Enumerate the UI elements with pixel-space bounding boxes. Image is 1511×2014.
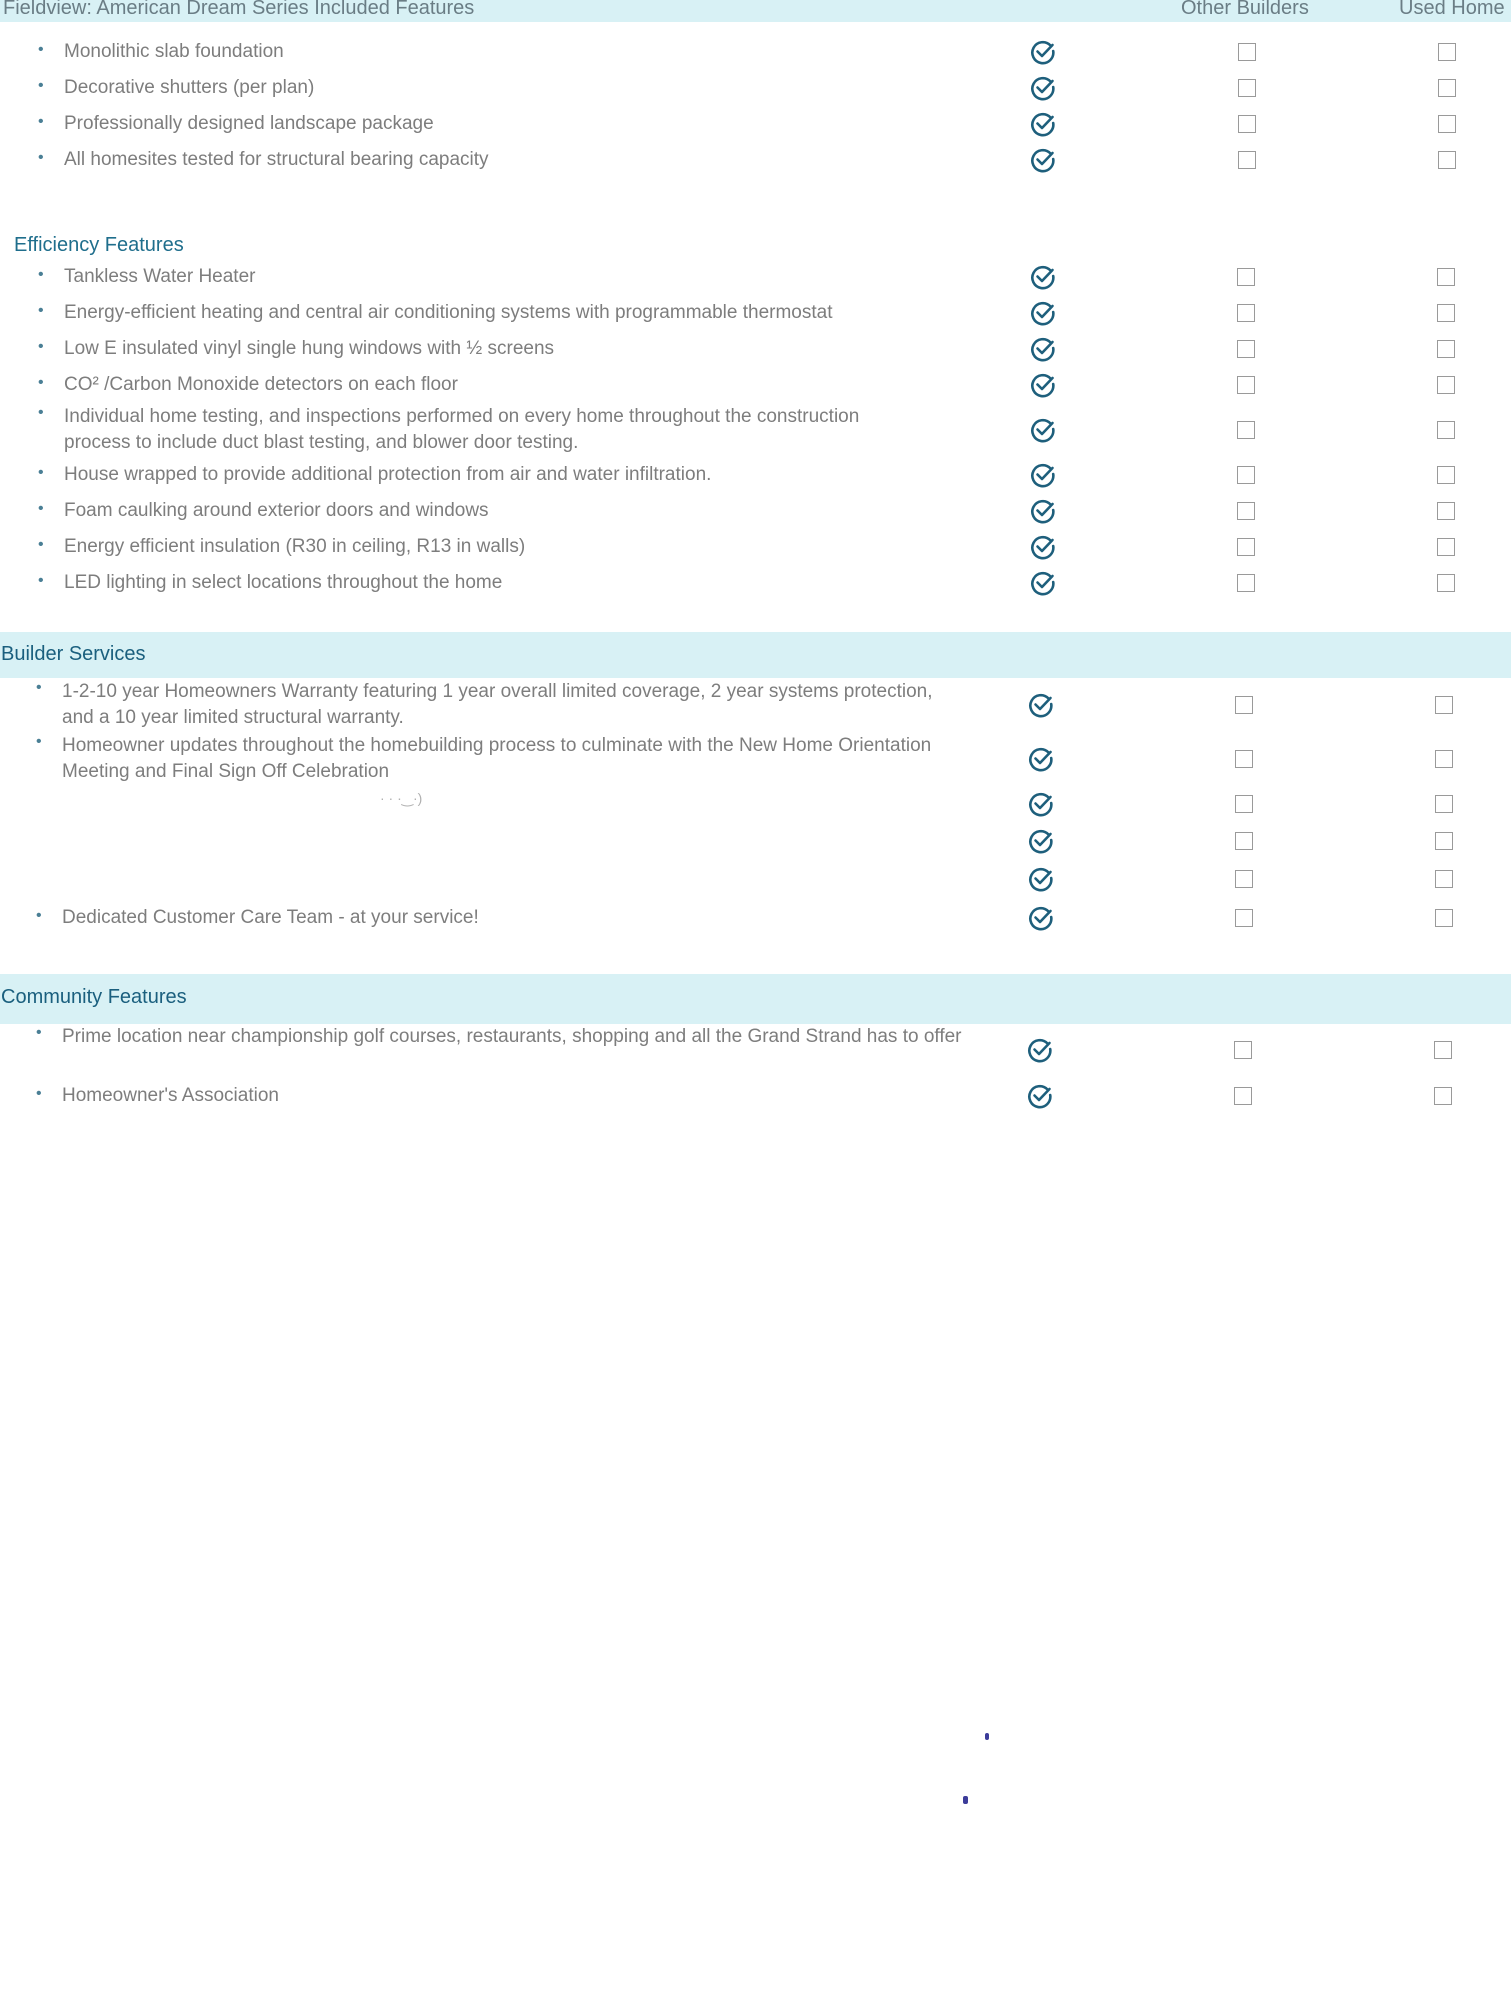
check-circle-icon [1030, 498, 1056, 524]
other-builders-checkbox[interactable] [1235, 870, 1253, 888]
bullet: • [38, 302, 44, 319]
used-home-checkbox[interactable] [1437, 304, 1455, 322]
used-home-checkbox[interactable] [1438, 151, 1456, 169]
feature-text: Energy-efficient heating and central air conditioning systems with programmable thermostat [64, 302, 833, 323]
bullet: • [38, 113, 44, 130]
used-home-checkbox[interactable] [1435, 750, 1453, 768]
used-home-checkbox[interactable] [1437, 268, 1455, 286]
bullet: • [36, 733, 42, 750]
other-builders-checkbox[interactable] [1237, 466, 1255, 484]
bullet: • [36, 679, 42, 696]
used-home-checkbox[interactable] [1434, 1041, 1452, 1059]
community-features-band [0, 974, 1511, 1024]
check-circle-icon [1028, 905, 1054, 931]
used-home-checkbox[interactable] [1437, 502, 1455, 520]
check-circle-icon [1028, 828, 1054, 854]
bullet: • [38, 536, 44, 553]
feature-text: 1-2-10 year Homeowners Warranty featuring 1 year overall limited coverage, 2 year systems protection, and a 10 year limited structural warranty. [62, 681, 933, 728]
used-home-checkbox[interactable] [1437, 376, 1455, 394]
bullet: • [38, 572, 44, 589]
feature-text: House wrapped to provide additional protection from air and water infiltration. [64, 464, 712, 485]
check-circle-icon [1028, 746, 1054, 772]
feature-text: Energy efficient insulation (R30 in ceiling, R13 in walls) [64, 536, 526, 557]
other-builders-checkbox[interactable] [1237, 502, 1255, 520]
scan-speck [963, 1796, 968, 1804]
check-circle-icon [1027, 1083, 1053, 1109]
used-home-checkbox[interactable] [1435, 795, 1453, 813]
other-builders-checkbox[interactable] [1235, 795, 1253, 813]
used-home-checkbox[interactable] [1435, 909, 1453, 927]
check-circle-icon [1030, 417, 1056, 443]
feature-text: Homeowner updates throughout the homebuilding process to culminate with the New Home Orientation Meeting and Final Sign Off Celebration [62, 735, 932, 782]
other-builders-checkbox[interactable] [1237, 304, 1255, 322]
section-title-community: Community Features [1, 986, 187, 1008]
other-builders-checkbox[interactable] [1235, 750, 1253, 768]
check-circle-icon [1030, 111, 1056, 137]
used-home-checkbox[interactable] [1438, 79, 1456, 97]
used-home-checkbox[interactable] [1437, 574, 1455, 592]
check-circle-icon [1030, 264, 1056, 290]
check-circle-icon [1030, 336, 1056, 362]
feature-text: Individual home testing, and inspections performed on every home throughout the construction process to include duct blast testing, and blower door testing. [64, 406, 860, 453]
scan-mark: · · ·‿·) [380, 790, 423, 806]
check-circle-icon [1028, 791, 1054, 817]
bullet: • [38, 41, 44, 58]
feature-text: Homeowner's Association [62, 1085, 279, 1106]
section-title-builder-services: Builder Services [1, 643, 146, 665]
check-circle-icon [1030, 300, 1056, 326]
feature-text: All homesites tested for structural bearing capacity [64, 149, 489, 170]
used-home-checkbox[interactable] [1434, 1087, 1452, 1105]
bullet: • [38, 374, 44, 391]
scan-speck [985, 1733, 989, 1740]
used-home-checkbox[interactable] [1435, 870, 1453, 888]
other-builders-checkbox[interactable] [1235, 832, 1253, 850]
check-circle-icon [1028, 866, 1054, 892]
check-circle-icon [1030, 372, 1056, 398]
used-home-checkbox[interactable] [1437, 538, 1455, 556]
other-builders-checkbox[interactable] [1237, 538, 1255, 556]
feature-text: CO² /Carbon Monoxide detectors on each floor [64, 374, 458, 395]
other-builders-checkbox[interactable] [1237, 421, 1255, 439]
feature-text: Low E insulated vinyl single hung windows with ½ screens [64, 338, 555, 359]
used-home-checkbox[interactable] [1438, 115, 1456, 133]
other-builders-checkbox[interactable] [1238, 79, 1256, 97]
bullet: • [38, 500, 44, 517]
feature-text: Decorative shutters (per plan) [64, 77, 315, 98]
other-builders-checkbox[interactable] [1237, 340, 1255, 358]
bullet: • [38, 77, 44, 94]
feature-text: Professionally designed landscape package [64, 113, 434, 134]
bullet: • [36, 1085, 42, 1102]
check-circle-icon [1030, 462, 1056, 488]
other-builders-checkbox[interactable] [1238, 115, 1256, 133]
feature-text: Monolithic slab foundation [64, 41, 284, 62]
other-builders-checkbox[interactable] [1235, 696, 1253, 714]
used-home-checkbox[interactable] [1437, 421, 1455, 439]
column-header-used-home: Used Home [1399, 0, 1505, 19]
used-home-checkbox[interactable] [1437, 340, 1455, 358]
feature-text: Dedicated Customer Care Team - at your service! [62, 907, 479, 928]
bullet: • [38, 464, 44, 481]
section-title-efficiency: Efficiency Features [14, 234, 184, 256]
bullet: • [38, 338, 44, 355]
used-home-checkbox[interactable] [1435, 832, 1453, 850]
check-circle-icon [1030, 534, 1056, 560]
bullet: • [38, 266, 44, 283]
other-builders-checkbox[interactable] [1237, 376, 1255, 394]
bullet: • [36, 907, 42, 924]
bullet: • [36, 1024, 42, 1041]
other-builders-checkbox[interactable] [1238, 151, 1256, 169]
check-circle-icon [1030, 39, 1056, 65]
other-builders-checkbox[interactable] [1234, 1087, 1252, 1105]
builder-services-band [0, 632, 1511, 678]
used-home-checkbox[interactable] [1438, 43, 1456, 61]
check-circle-icon [1030, 147, 1056, 173]
check-circle-icon [1030, 75, 1056, 101]
column-header-other-builders: Other Builders [1181, 0, 1309, 19]
used-home-checkbox[interactable] [1437, 466, 1455, 484]
feature-text: LED lighting in select locations throughout the home [64, 572, 503, 593]
other-builders-checkbox[interactable] [1234, 1041, 1252, 1059]
check-circle-icon [1027, 1037, 1053, 1063]
bullet: • [38, 404, 44, 421]
other-builders-checkbox[interactable] [1237, 268, 1255, 286]
other-builders-checkbox[interactable] [1238, 43, 1256, 61]
used-home-checkbox[interactable] [1435, 696, 1453, 714]
bullet: • [38, 149, 44, 166]
page-title: Fieldview: American Dream Series Included Features [3, 0, 475, 19]
check-circle-icon [1028, 692, 1054, 718]
check-circle-icon [1030, 570, 1056, 596]
feature-text: Foam caulking around exterior doors and windows [64, 500, 489, 521]
other-builders-checkbox[interactable] [1235, 909, 1253, 927]
other-builders-checkbox[interactable] [1237, 574, 1255, 592]
feature-text: Prime location near championship golf courses, restaurants, shopping and all the Grand Strand has to offer [62, 1026, 962, 1047]
feature-text: Tankless Water Heater [64, 266, 256, 287]
